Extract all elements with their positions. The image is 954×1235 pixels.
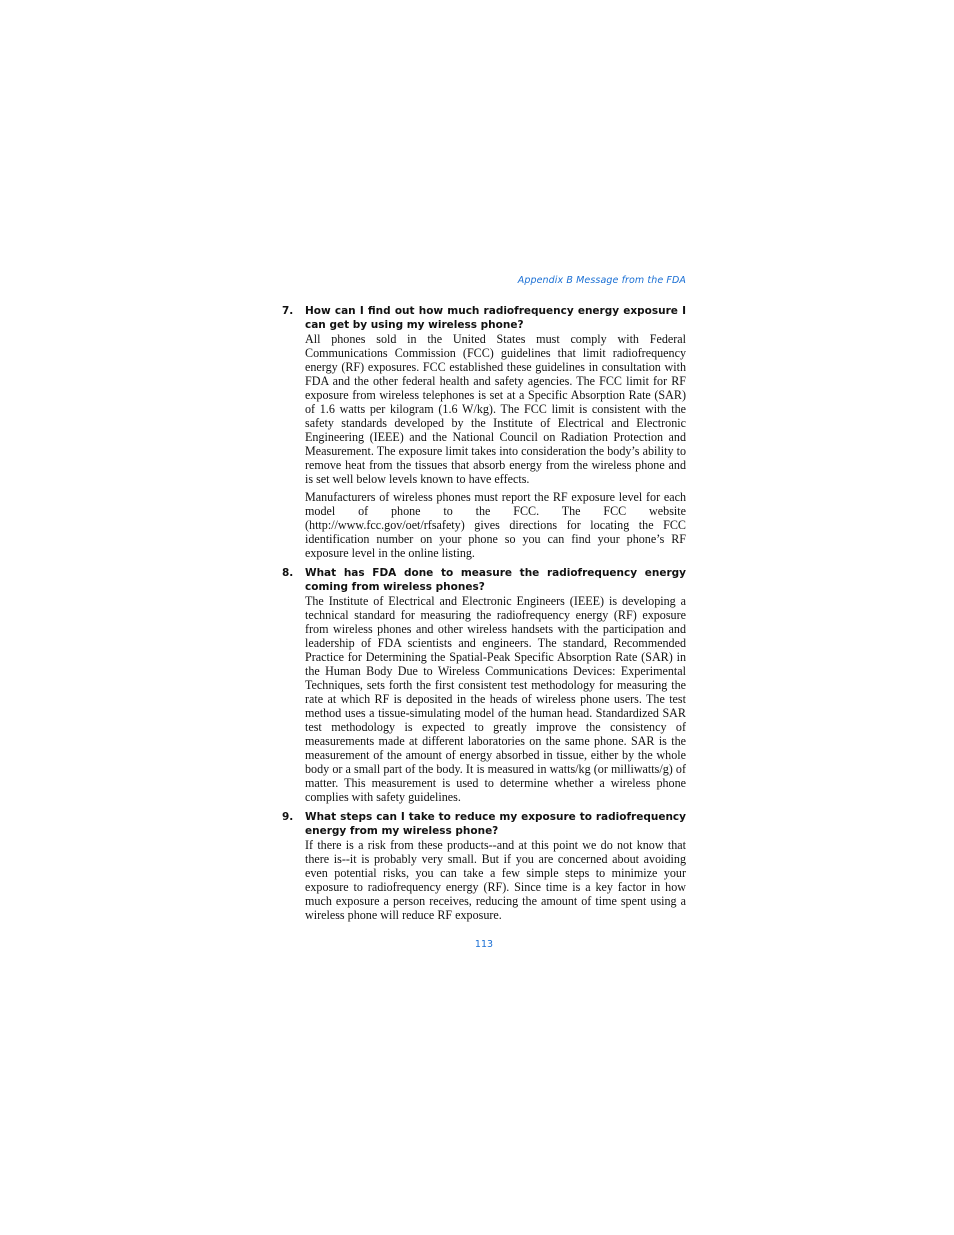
page-body <box>282 304 686 928</box>
question-number: 7. <box>282 305 294 317</box>
question-title: How can I find out how much radiofrequency energy exposure I can get by using my wireless phone? <box>305 305 686 331</box>
question-9 <box>282 810 686 922</box>
page-number: 113 <box>474 939 494 950</box>
question-title: What steps can I take to reduce my exposure to radiofrequency energy from my wireless phone? <box>305 811 686 837</box>
answer-paragraph: If there is a risk from these products--and at this point we do not know that there is--it is probably very small. But if you are concerned about avoiding even potential risks, you can take a few simple steps to minimize your exposure to radiofrequency energy (RF). Since time is a key factor in how much exposure a person receives, reducing the amount of time spent using a wireless phone will reduce RF exposure. <box>305 838 686 922</box>
answer-paragraph: The Institute of Electrical and Electronic Engineers (IEEE) is developing a technical standard for measuring the radiofrequency energy (RF) exposure from wireless phones and other wireless handsets with the participation and leadership of FDA scientists and engineers. The standard, Recommended Practice for Determining the Spatial-Peak Specific Absorption Rate (SAR) in the Human Body Due to Wireless Communications Devices: Experimental Techniques, sets forth the first consistent test methodology for measuring the rate at which RF is deposited in the heads of wireless phone users. The test method uses a tissue-simulating model of the human head. Standardized SAR test methodology is expected to greatly improve the consistency of measurements made at different laboratories on the same phone. SAR is the measurement of the amount of energy absorbed in tissue, either by the whole body or a small part of the body. It is measured in watts/kg (or milliwatts/g) of matter. This measurement is used to determine whether a wireless phone complies with safety guidelines. <box>305 594 686 804</box>
question-number: 8. <box>282 567 294 579</box>
answer-paragraph: Manufacturers of wireless phones must report the RF exposure level for each model of phone to the FCC. The FCC website (http://www.fcc.gov/oet/rfsafety) gives directions for locating the FCC identification number on your phone so you can find your phone’s RF exposure level in the online listing. <box>305 490 686 560</box>
question-7 <box>282 304 686 560</box>
answer-paragraph: All phones sold in the United States must comply with Federal Communications Commission (FCC) guidelines that limit radiofrequency energy (RF) exposures. FCC established these guidelines in consultation with FDA and the other federal health and safety agencies. The FCC limit for RF exposure from wireless telephones is set at a Specific Absorption Rate (SAR) of 1.6 watts per kilogram (1.6 W/kg). The FCC limit is consistent with the safety standards developed by the Institute of Electrical and Electronic Engineering (IEEE) and the National Council on Radiation Protection and Measurement. The exposure limit takes into consideration the body’s ability to remove heat from the tissues that absorb energy from the wireless phone and is set well below levels known to have effects. <box>305 332 686 486</box>
running-header: Appendix B Message from the FDA <box>517 275 686 286</box>
question-number: 9. <box>282 811 294 823</box>
question-8 <box>282 566 686 804</box>
question-title: What has FDA done to measure the radiofrequency energy coming from wireless phones? <box>305 567 686 593</box>
